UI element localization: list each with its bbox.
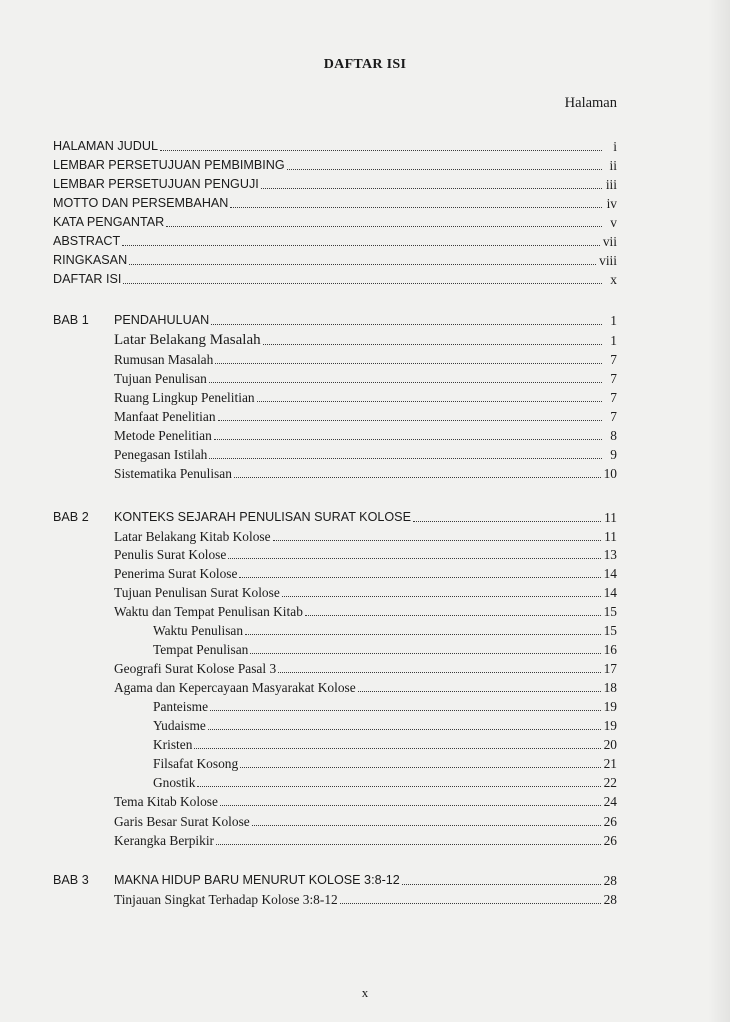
toc-row — [153, 697, 617, 716]
toc-label: Rumusan Masalah — [114, 352, 214, 367]
toc-row — [153, 621, 617, 640]
chapter-heading — [114, 871, 617, 890]
chapter-label: BAB 1 — [53, 313, 89, 327]
leader-dots — [358, 691, 601, 692]
toc-label: Tema Kitab Kolose — [114, 794, 218, 809]
toc-row — [53, 137, 617, 156]
toc-row — [114, 426, 617, 445]
toc-row — [153, 754, 617, 773]
toc-page: 21 — [603, 756, 617, 771]
toc-page: ii — [609, 158, 617, 173]
toc-row — [114, 350, 617, 369]
leader-dots — [129, 264, 596, 265]
toc-row — [114, 331, 617, 350]
toc-page: 8 — [610, 428, 617, 443]
leader-dots — [166, 226, 602, 227]
toc-label: Tujuan Penulisan — [114, 371, 207, 386]
toc-row — [114, 602, 617, 621]
toc-page: x — [610, 272, 617, 287]
toc-page: 7 — [610, 409, 617, 424]
toc-page: v — [610, 215, 617, 230]
leader-dots — [123, 283, 602, 284]
toc-label: Filsafat Kosong — [153, 756, 239, 771]
toc-page: 11 — [604, 510, 617, 525]
toc-page: 14 — [603, 585, 617, 600]
leader-dots — [214, 439, 602, 440]
leader-dots — [218, 420, 602, 421]
leader-dots — [197, 786, 600, 787]
toc-page: 7 — [610, 371, 617, 386]
toc-label: Geografi Surat Kolose Pasal 3 — [114, 661, 277, 676]
toc-row — [114, 369, 617, 388]
toc-page: 24 — [603, 794, 617, 809]
leader-dots — [250, 653, 600, 654]
toc-label: LEMBAR PERSETUJUAN PEMBIMBING — [53, 158, 285, 172]
toc-label: Kerangka Berpikir — [114, 833, 215, 848]
toc-page: 15 — [603, 623, 617, 638]
toc-label: MOTTO DAN PERSEMBAHAN — [53, 196, 229, 210]
toc-label: Sistematika Penulisan — [114, 466, 232, 481]
page-number-footer: x — [361, 985, 369, 1000]
leader-dots — [282, 596, 601, 597]
leader-dots — [209, 382, 602, 383]
toc-label: KATA PENGANTAR — [53, 215, 165, 229]
toc-row — [153, 716, 617, 735]
toc-row — [114, 545, 617, 564]
toc-page: 18 — [603, 680, 617, 695]
toc-row — [114, 812, 617, 831]
chapter-label: BAB 2 — [53, 510, 89, 524]
chapter-heading — [114, 311, 617, 330]
toc-row — [153, 773, 617, 792]
leader-dots — [240, 767, 600, 768]
toc-label: ABSTRACT — [53, 234, 121, 248]
toc-row — [53, 156, 617, 175]
toc-label: Penerima Surat Kolose — [114, 566, 238, 581]
leader-dots — [261, 188, 602, 189]
toc-label: Panteisme — [153, 699, 209, 714]
toc-label: KONTEKS SEJARAH PENULISAN SURAT KOLOSE — [114, 510, 411, 524]
toc-row — [114, 464, 617, 483]
toc-label: DAFTAR ISI — [53, 272, 122, 286]
leader-dots — [194, 748, 600, 749]
leader-dots — [216, 844, 601, 845]
chapter-label: BAB 3 — [53, 873, 89, 887]
leader-dots — [278, 672, 600, 673]
toc-label: Ruang Lingkup Penelitian — [114, 390, 255, 405]
toc-row — [114, 564, 617, 583]
toc-page: viii — [599, 253, 617, 268]
toc-row — [153, 735, 617, 754]
toc-label — [114, 330, 261, 350]
leader-dots — [340, 903, 601, 904]
toc-label-text: Latar Belakang Masalah — [114, 332, 261, 348]
toc-page: 28 — [603, 873, 617, 888]
toc-label: Yudaisme — [153, 718, 206, 733]
toc-page: 7 — [610, 390, 617, 405]
leader-dots — [287, 169, 602, 170]
leader-dots — [208, 729, 601, 730]
toc-row — [114, 407, 617, 426]
toc-row — [114, 792, 617, 811]
leader-dots — [215, 363, 602, 364]
toc-label: Metode Penelitian — [114, 428, 212, 443]
toc-row — [114, 659, 617, 678]
toc-page: 19 — [603, 699, 617, 714]
toc-label: Kristen — [153, 737, 193, 752]
toc-page: iv — [606, 196, 617, 211]
leader-dots — [305, 615, 601, 616]
leader-dots — [210, 710, 601, 711]
leader-dots — [220, 805, 601, 806]
toc-row — [114, 583, 617, 602]
toc-page: 20 — [603, 737, 617, 752]
leader-dots — [160, 150, 602, 151]
chapter-heading — [114, 508, 617, 527]
toc-page: 10 — [603, 466, 617, 481]
toc-page: 9 — [610, 447, 617, 462]
leader-dots — [211, 324, 602, 325]
toc-label: LEMBAR PERSETUJUAN PENGUJI — [53, 177, 259, 191]
leader-dots — [252, 825, 601, 826]
toc-page: 1 — [610, 333, 617, 348]
page-edge-shadow — [708, 0, 730, 1022]
toc-row — [153, 640, 617, 659]
toc-row — [114, 678, 617, 697]
toc-page: 11 — [604, 529, 617, 544]
toc-row — [53, 175, 617, 194]
toc-row — [114, 831, 617, 850]
toc-page: 26 — [603, 833, 617, 848]
toc-label: Penulis Surat Kolose — [114, 547, 227, 562]
toc-row — [114, 388, 617, 407]
toc-label: Gnostik — [153, 775, 196, 790]
toc-row — [53, 251, 617, 270]
toc-label: Tempat Penulisan — [153, 642, 249, 657]
toc-row — [53, 213, 617, 232]
toc-page: 28 — [603, 892, 617, 907]
toc-label: Penegasan Istilah — [114, 447, 208, 462]
toc-page: 19 — [603, 718, 617, 733]
toc-page: 16 — [603, 642, 617, 657]
toc-row — [53, 270, 617, 289]
toc-page: 15 — [603, 604, 617, 619]
leader-dots — [234, 477, 601, 478]
leader-dots — [402, 884, 601, 885]
toc-label: Latar Belakang Kitab Kolose — [114, 529, 271, 544]
toc-label: Tujuan Penulisan Surat Kolose — [114, 585, 280, 600]
toc-label: PENDAHULUAN — [114, 313, 210, 327]
toc-label: HALAMAN JUDUL — [53, 139, 158, 153]
leader-dots — [230, 207, 602, 208]
leader-dots — [273, 540, 602, 541]
toc-page: 13 — [603, 547, 617, 562]
toc-label: Waktu Penulisan — [153, 623, 244, 638]
leader-dots — [228, 558, 600, 559]
leader-dots — [413, 521, 601, 522]
toc-label: RINGKASAN — [53, 253, 128, 267]
toc-row — [53, 232, 617, 251]
toc-page: i — [613, 139, 617, 154]
page-column-label: Halaman — [564, 95, 617, 111]
leader-dots — [257, 401, 602, 402]
toc-page: 22 — [603, 775, 617, 790]
page-title: DAFTAR ISI — [323, 57, 407, 72]
toc-row — [53, 194, 617, 213]
toc-page: 14 — [603, 566, 617, 581]
toc-row — [114, 527, 617, 546]
toc-label: Garis Besar Surat Kolose — [114, 814, 250, 829]
leader-dots — [245, 634, 601, 635]
toc-page: 1 — [610, 313, 617, 328]
leader-dots — [239, 577, 600, 578]
leader-dots — [209, 458, 602, 459]
toc-label: Waktu dan Tempat Penulisan Kitab — [114, 604, 303, 619]
toc-page: 26 — [603, 814, 617, 829]
toc-page: 17 — [603, 661, 617, 676]
toc-page: iii — [605, 177, 617, 192]
toc-label: Agama dan Kepercayaan Masyarakat Kolose — [114, 680, 356, 695]
leader-dots — [263, 344, 602, 345]
toc-page: vii — [602, 234, 617, 249]
toc-label: Manfaat Penelitian — [114, 409, 216, 424]
toc-label: Tinjauan Singkat Terhadap Kolose 3:8-12 — [114, 892, 338, 907]
toc-row — [114, 445, 617, 464]
toc-row — [114, 890, 617, 909]
toc-page: 7 — [610, 352, 617, 367]
leader-dots — [122, 245, 600, 246]
toc-label: MAKNA HIDUP BARU MENURUT KOLOSE 3:8-12 — [114, 873, 400, 887]
